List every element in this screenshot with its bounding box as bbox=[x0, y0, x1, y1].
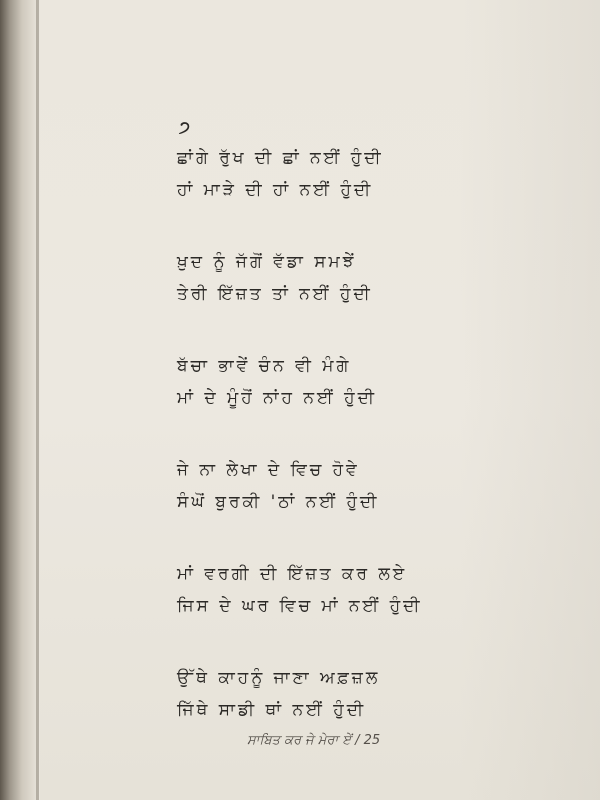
stanza-3 bbox=[177, 350, 437, 414]
stanza-1 bbox=[177, 142, 437, 206]
stanza-4 bbox=[177, 454, 437, 518]
poem-line: ਉੱਥੇ ਕਾਹਨੂੰ ਜਾਣਾ ਅਫ਼ਜ਼ਲ bbox=[177, 668, 381, 688]
poem-line: ਤੇਰੀ ਇੱਜ਼ਤ ਤਾਂ ਨਈਂ ਹੁੰਦੀ bbox=[177, 284, 373, 304]
page-footer bbox=[247, 733, 380, 748]
poem-line: ਜਿੱਥੇ ਸਾਡੀ ਥਾਂ ਨਈਂ ਹੁੰਦੀ bbox=[177, 700, 367, 720]
book-title: ਸਾਬਿਤ ਕਰ ਜੇ ਮੇਰਾ ਏਂ bbox=[247, 733, 351, 748]
book-gutter bbox=[0, 0, 40, 800]
show-through-area bbox=[460, 0, 600, 800]
page-edge bbox=[36, 0, 39, 800]
poem-line: ਛਾਂਗੇ ਰੁੱਖ ਦੀ ਛਾਂ ਨਈਂ ਹੁੰਦੀ bbox=[177, 148, 384, 168]
poem-line: ਮਾਂ ਦੇ ਮੂੰਹੋਂ ਨਾਂਹ ਨਈਂ ਹੁੰਦੀ bbox=[177, 388, 377, 408]
stanza-6 bbox=[177, 662, 437, 726]
poem-number: ੭ bbox=[179, 118, 191, 138]
stanza-5 bbox=[177, 558, 437, 622]
stanza-2 bbox=[177, 246, 437, 310]
poem-line: ਜਿਸ ਦੇ ਘਰ ਵਿਚ ਮਾਂ ਨਈਂ ਹੁੰਦੀ bbox=[177, 596, 423, 616]
poem bbox=[177, 118, 437, 726]
footer-separator: / bbox=[355, 733, 364, 748]
page-number: 25 bbox=[363, 733, 381, 748]
poem-line: ਖ਼ੁਦ ਨੂੰ ਜੱਗੋਂ ਵੱਡਾ ਸਮਝੇਂ bbox=[177, 252, 357, 272]
poem-line: ਹਾਂ ਮਾੜੇ ਦੀ ਹਾਂ ਨਈਂ ਹੁੰਦੀ bbox=[177, 180, 374, 200]
poem-line: ਸੰਘੋਂ ਬੁਰਕੀ 'ਠਾਂ ਨਈਂ ਹੁੰਦੀ bbox=[177, 492, 380, 512]
poem-line: ਬੱਚਾ ਭਾਵੇਂ ਚੰਨ ਵੀ ਮੰਗੇ bbox=[177, 356, 352, 376]
poem-line: ਜੇ ਨਾ ਲੇਖਾ ਦੇ ਵਿਚ ਹੋਵੇ bbox=[177, 460, 360, 480]
poem-line: ਮਾਂ ਵਰਗੀ ਦੀ ਇੱਜ਼ਤ ਕਰ ਲਏ bbox=[177, 564, 408, 584]
